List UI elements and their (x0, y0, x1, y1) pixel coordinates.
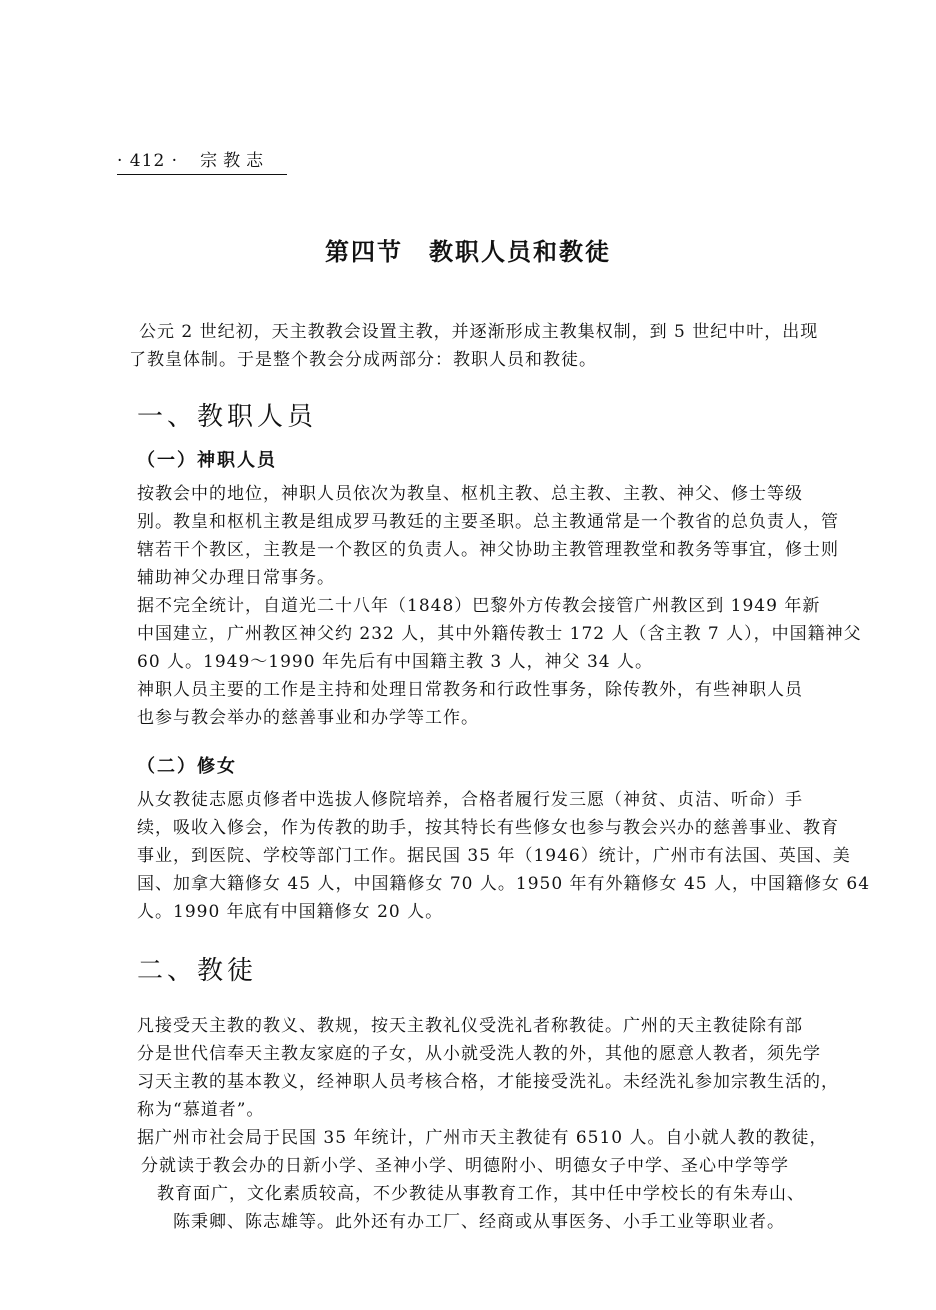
text-line: 也参与教会举办的慈善事业和办学等工作。 (137, 708, 479, 728)
text-line: 称为“慕道者”。 (137, 1100, 265, 1120)
sub1-paragraph-2 (137, 592, 862, 676)
section-title: 第四节 教职人员和教徒 (325, 237, 611, 266)
sub1-paragraph-1 (137, 480, 857, 592)
part2-heading: 二、教徒 (137, 956, 258, 986)
text-line: 分就读于教会办的日新小学、圣神小学、明德附小、明德女子中学、圣心中学等学 (141, 1156, 789, 1176)
part2-paragraph-1 (137, 1012, 857, 1124)
text-line: 续，吸收入修会，作为传教的助手，按其特长有些修女也参与教会兴办的慈善事业、教育 (137, 818, 839, 838)
text-line: 事业，到医院、学校等部门工作。据民国 35 年（1946）统计，广州市有法国、英国、美 (137, 846, 851, 866)
text-line: 从女教徒志愿贞修者中选拔人修院培养，合格者履行发三愿（神贫、贞洁、听命）手 (137, 790, 803, 810)
part2-paragraph-2 (137, 1124, 857, 1236)
text-line: 国、加拿大籍修女 45 人，中国籍修女 70 人。1950 年有外籍修女 45 人，中国籍修女 64 (137, 874, 871, 894)
text-line: 辖若干个教区，主教是一个教区的负责人。神父协助主教管理教堂和教务等事宜，修士则 (137, 540, 839, 560)
sub2-heading: （二）修女 (137, 756, 237, 777)
text-line: 据广州市社会局于民国 35 年统计，广州市天主教徒有 6510 人。自小就人教的教徒， (137, 1128, 828, 1148)
text-line: 分是世代信奉天主教友家庭的子女，从小就受洗人教的外，其他的愿意人教者，须先学 (137, 1044, 821, 1064)
text-line: 神职人员主要的工作是主持和处理日常教务和行政性事务，除传教外，有些神职人员 (137, 680, 803, 700)
page-number: · 412 · (117, 151, 179, 171)
book-title: 宗教志 (200, 151, 270, 171)
text-line: 陈秉卿、陈志雄等。此外还有办工厂、经商或从事医务、小手工业等职业者。 (173, 1212, 785, 1232)
intro-line: 了教皇体制。于是整个教会分成两部分：教职人员和教徒。 (129, 350, 597, 370)
intro-paragraph (129, 318, 857, 374)
text-line: 别。教皇和枢机主教是组成罗马教廷的主要圣职。总主教通常是一个教省的总负责人，管 (137, 512, 839, 532)
text-line: 辅助神父办理日常事务。 (137, 568, 335, 588)
text-line: 凡接受天主教的教义、教规，按天主教礼仪受洗礼者称教徒。广州的天主教徒除有部 (137, 1016, 803, 1036)
text-line: 60 人。1949～1990 年先后有中国籍主教 3 人，神父 34 人。 (137, 652, 654, 672)
text-line: 习天主教的基本教义，经神职人员考核合格，才能接受洗礼。未经洗礼参加宗教生活的， (137, 1072, 839, 1092)
text-line: 人。1990 年底有中国籍修女 20 人。 (137, 902, 444, 922)
intro-line: 公元 2 世纪初，天主教教会设置主教，并逐渐形成主教集权制，到 5 世纪中叶，出现 (139, 322, 819, 342)
text-line: 中国建立，广州教区神父约 232 人，其中外籍传教士 172 人（含主教 7 人），中国籍神父 (137, 624, 862, 644)
text-line: 按教会中的地位，神职人员依次为教皇、枢机主教、总主教、主教、神父、修士等级 (137, 484, 803, 504)
sub1-paragraph-3 (137, 676, 857, 732)
part1-heading: 一、教职人员 (137, 402, 318, 432)
text-line: 教育面广，文化素质较高，不少教徒从事教育工作，其中任中学校长的有朱寿山、 (157, 1184, 805, 1204)
sub1-heading: （一）神职人员 (137, 450, 277, 471)
sub2-paragraph (137, 786, 871, 926)
text-line: 据不完全统计，自道光二十八年（1848）巴黎外方传教会接管广州教区到 1949 年新 (137, 596, 821, 616)
running-head (117, 146, 287, 175)
